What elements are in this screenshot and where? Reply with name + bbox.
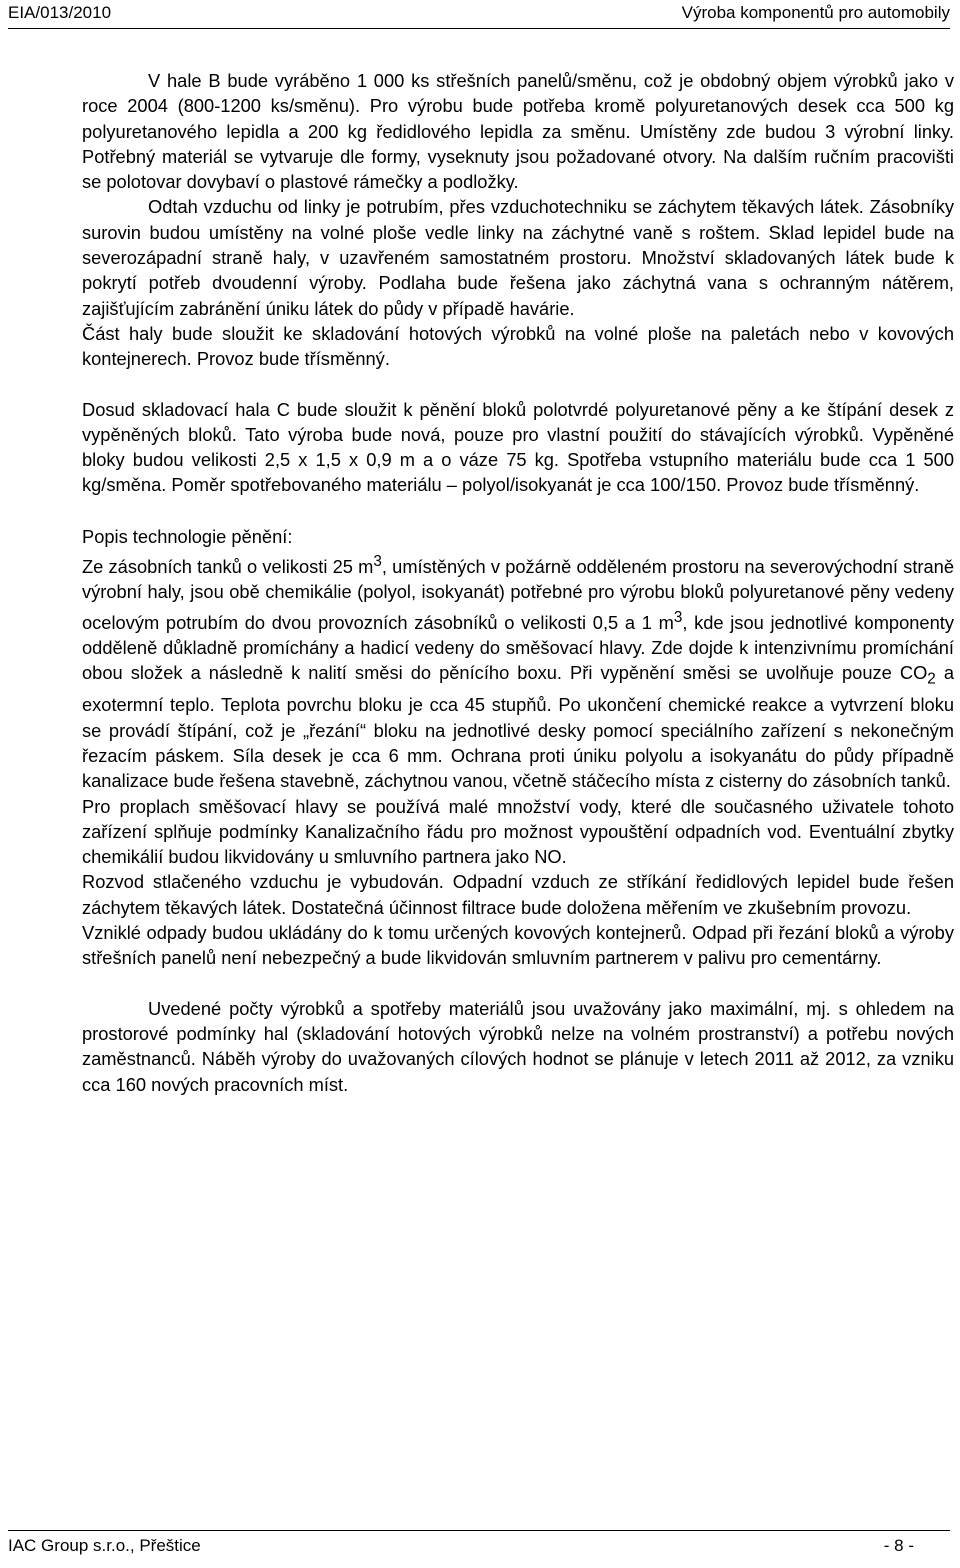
paragraph-hall-b: V hale B bude vyráběno 1 000 ks střešních panelů/směnu, což je obdobný objem výrobků jako v roce 2004 (800-1200 ks/směnu). Pro výrobu bude potřeba kromě polyuretanových desek cca 500 kg polyuretanového lepidla a 200 kg ředidlového lepidla za směnu. Umístěny zde budou 3 výrobní linky. Potřebný materiál se vytvaruje dle formy, vyseknuty jsou požadované otvory. Na dalším ručním pracovišti se polotovar dovybaví o plastové rámečky a podložky. (82, 70, 954, 193)
paragraph-technology (82, 549, 954, 794)
paragraph-rinse: Pro proplach směšovací hlavy se používá malé množství vody, které dle současného uživatele tohoto zařízení splňuje podmínky Kanalizačního řádu pro možnost vypouštění odpadních vod. Eventuální zbytky chemikálií budou likvidovány u smluvního partnera jako NO. (82, 795, 954, 868)
company-name: IAC Group s.r.o., Přeštice (8, 1536, 201, 1555)
superscript: 3 (373, 553, 382, 571)
text-run: , umístěných v požárně odděleném prostoru na severovýchodní straně výrobní haly, jsou obě chemikálie (polyol, isokyanát) potřebné pro výrobu bloků polyuretanové pěny vedeny ocelovým potrubím do dvou provozních zásobníků o velikosti 0,5 a 1 m (82, 556, 954, 633)
text-run: , kde jsou jednotlivé komponenty odděleně důkladně promíchány a hadicí vedeny do směšovací hlavy. Zde dojde k intenzivnímu promíchání obou složek a následně k nalití směsi do pěnícího boxu. Při vypěnění směsi se uvolňuje pouze CO (82, 611, 954, 684)
page-number: - 8 - (883, 1536, 914, 1555)
page-header (8, 0, 950, 26)
text-run: Ze zásobních tanků o velikosti 25 m (82, 556, 374, 578)
paragraph-compressed-air: Rozvod stlačeného vzduchu je vybudován. Odpadní vzduch ze stříkání ředidlových lepidel bude řešen záchytem těkavých látek. Dostatečná účinnost filtrace bude doložena měřením ve zkušebním provozu. (82, 871, 954, 918)
paragraph-hall-c: Dosud skladovací hala C bude sloužit k pěnění bloků polotvrdé polyuretanové pěny a ke štípání desek z vypěněných bloků. Tato výroba bude nová, pouze pro vlastní použití do stávajících výrobků. Vypěněné bloky budou velikosti 2,5 x 1,5 x 0,9 m a o váze 75 kg. Spotřeba vstupního materiálu bude cca 1 500 kg/směna. Poměr spotřebovaného materiálu – polyol/isokyanát je cca 100/150. Provoz bude třísměnný. (82, 398, 954, 496)
subscript: 2 (927, 671, 936, 689)
paragraph-summary: Uvedené počty výrobků a spotřeby materiálů jsou uvažovány jako maximální, mj. s ohledem na prostorové podmínky hal (skladování hotových výrobků nelze na volném prostranství) a potřebu nových zaměstnanců. Náběh výroby do uvažovaných cílových hodnot se plánuje v letech 2011 až 2012, za vzniku cca 160 nových pracovních míst. (82, 997, 954, 1095)
footer-divider (8, 1530, 950, 1531)
superscript: 3 (673, 608, 683, 626)
paragraph-storage: Část haly bude sloužit ke skladování hotových výrobků na volné ploše na paletách nebo v kovových kontejnerech. Provoz bude třísměnný. (82, 322, 954, 370)
document-id: EIA/013/2010 (8, 3, 112, 22)
paragraph-air-extraction: Odtah vzduchu od linky je potrubím, přes vzduchotechniku se záchytem těkavých látek. Zásobníky surovin budou umístěny na volné ploše vedle linky na záchytné vaně s roštem. Sklad lepidel bude na severozápadní straně haly, v uzavřeném samostatném prostoru. Množství skladovaných látek bude k pokrytí potřeb dvoudenní výroby. Podlaha bude řešena jako záchytná vana s ochranným nátěrem, zajišťujícím zabránění úniku látek do půdy v případě havárie. (82, 196, 954, 319)
header-divider (8, 28, 950, 29)
document-body (82, 68, 954, 1097)
paragraph-waste: Vzniklé odpady budou ukládány do k tomu určených kovových kontejnerů. Odpad při řezání bloků a výroby střešních panelů není nebezpečný a bude likvidován smluvním partnerem v palivu pro cementárny. (82, 922, 954, 969)
section-heading: Popis technologie pěnění: (82, 525, 293, 547)
document-title: Výroba komponentů pro automobily (681, 3, 950, 22)
text-run: a exotermní teplo. Teplota povrchu bloku je cca 45 stupňů. Po ukončení chemické reakce a vytvrzení bloku se provádí štípání, což je „řezání“ bloku na jednotlivé desky pomocí speciálního zařízení s nekonečným řezacím páskem. Síla desek je cca 6 mm. Ochrana proti úniku polyolu a isokyanátu do půdy případně kanalizace bude řešena stavebně, záchytnou vanou, včetně stáčecího místa z cisterny do zásobních tanků. (82, 662, 955, 792)
page-footer (8, 1536, 914, 1556)
